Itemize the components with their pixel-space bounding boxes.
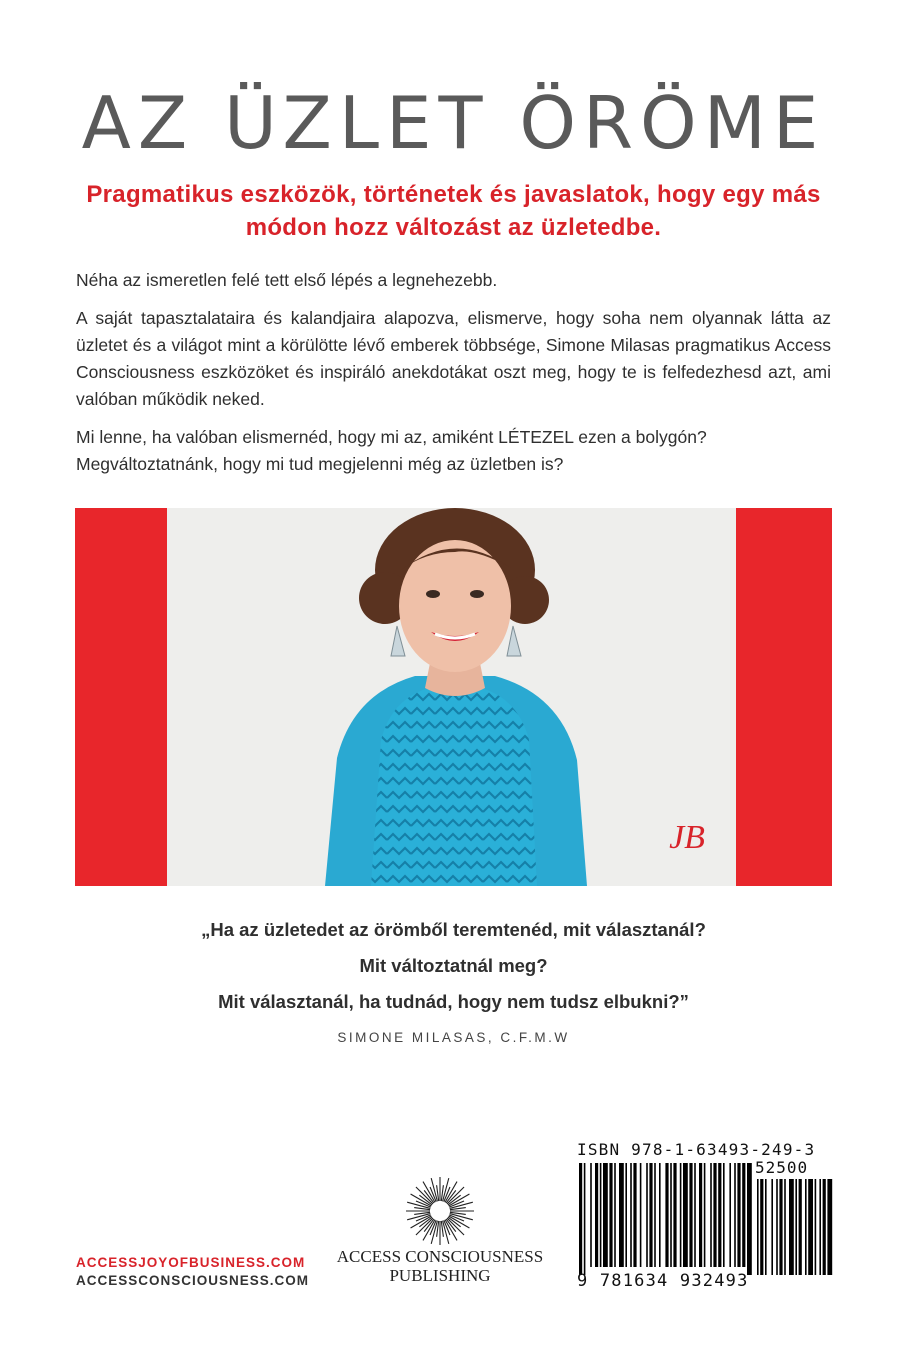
blurb-paragraph-3: Mi lenne, ha valóban elismernéd, hogy mi az, amiként LÉTEZEL ezen a bolygón? Megváltoztatnánk, hogy mi tud megjelenni még az üzletben is? bbox=[76, 427, 707, 474]
barcode-bar bbox=[600, 1163, 602, 1267]
barcode-addon-bar bbox=[808, 1179, 813, 1275]
website-joy-of-business[interactable]: ACCESSJOYOFBUSINESS.COM bbox=[76, 1255, 306, 1270]
sunburst-ray bbox=[416, 1218, 433, 1235]
barcode-addon-bar bbox=[827, 1179, 832, 1275]
barcode-bar bbox=[603, 1163, 608, 1267]
barcode-bar bbox=[729, 1163, 731, 1267]
author-photo bbox=[75, 508, 832, 886]
barcode-bar bbox=[595, 1163, 598, 1267]
barcode-bar bbox=[673, 1163, 676, 1267]
barcode-bar bbox=[670, 1163, 672, 1267]
isbn-number: ISBN 978-1-63493-249-3 bbox=[577, 1140, 816, 1159]
barcode-bar bbox=[710, 1163, 712, 1267]
sunburst-icon bbox=[335, 1175, 545, 1247]
book-subtitle: Pragmatikus eszközök, történetek és javaslatok, hogy egy más módon hozz változást az üzletedbe. bbox=[86, 181, 821, 241]
barcode-addon-bar bbox=[765, 1179, 767, 1275]
barcode-addon-bar bbox=[823, 1179, 826, 1275]
author-quote bbox=[0, 912, 907, 1020]
quote-line-2: Mit változtatnál meg? bbox=[359, 955, 548, 976]
barcode-addon-bar bbox=[799, 1179, 802, 1275]
website-access-consciousness[interactable]: ACCESSCONSCIOUSNESS.COM bbox=[76, 1273, 310, 1288]
barcode-bar bbox=[579, 1163, 582, 1275]
publisher-name-line-1: ACCESS CONSCIOUSNESS bbox=[336, 1247, 544, 1266]
quote-author: SIMONE MILASAS, C.F.M.W bbox=[337, 1030, 570, 1045]
barcode-addon-bar bbox=[819, 1179, 821, 1275]
barcode-bar bbox=[723, 1163, 725, 1267]
barcode-bar bbox=[665, 1163, 668, 1267]
barcode-addon-bar bbox=[760, 1179, 763, 1275]
publisher-logo bbox=[335, 1175, 545, 1285]
barcode-bar bbox=[625, 1163, 627, 1267]
barcode-bar bbox=[694, 1163, 696, 1267]
barcode-bar bbox=[704, 1163, 706, 1267]
barcode-bar bbox=[584, 1163, 586, 1275]
sunburst-ray bbox=[447, 1218, 464, 1235]
blurb-paragraph-1: Néha az ismeretlen felé tett első lépés a legnehezebb. bbox=[76, 270, 498, 290]
barcode-bar bbox=[683, 1163, 688, 1267]
barcode-addon-bar bbox=[784, 1179, 786, 1275]
barcode-bar bbox=[646, 1163, 648, 1267]
barcode-addon-bar bbox=[815, 1179, 817, 1275]
barcode-bar bbox=[734, 1163, 736, 1267]
barcode-bar bbox=[649, 1163, 652, 1267]
barcode-addon-bar bbox=[779, 1179, 782, 1275]
photographer-monogram: JB bbox=[669, 819, 705, 856]
quote-line-1: „Ha az üzletedet az örömből teremtenéd, mit választanál? bbox=[201, 919, 706, 940]
barcode-bar bbox=[619, 1163, 624, 1267]
barcode-addon-bar bbox=[795, 1179, 797, 1275]
publisher-name-line-2: PUBLISHING bbox=[389, 1266, 491, 1285]
barcode-bar bbox=[689, 1163, 692, 1267]
barcode-bar bbox=[590, 1163, 592, 1267]
barcode-addon-bar bbox=[789, 1179, 794, 1275]
barcode-bar bbox=[659, 1163, 661, 1267]
barcode-bar bbox=[630, 1163, 632, 1267]
barcode-bar bbox=[713, 1163, 716, 1267]
barcode-bar bbox=[609, 1163, 612, 1267]
barcode-digits: 9 781634 932493 bbox=[577, 1271, 749, 1291]
barcode-bar bbox=[742, 1163, 745, 1267]
barcode-bar bbox=[747, 1163, 752, 1275]
isbn-barcode bbox=[567, 1137, 841, 1295]
barcode-addon-bar bbox=[771, 1179, 773, 1275]
barcode-bar bbox=[737, 1163, 740, 1267]
sunburst-ray bbox=[416, 1187, 433, 1204]
barcode-bar bbox=[654, 1163, 656, 1267]
barcode-addon-bar bbox=[776, 1179, 778, 1275]
red-panel-left bbox=[75, 508, 167, 886]
blurb-paragraph-2: A saját tapasztalataira és kalandjaira alapozva, elismerve, hogy soha nem olyannak látta az üzletet és a világot mint a körülötte lévő emberek többsége, Simone Milasas pragmatikus Access Consciousness eszközöket és inspiráló anekdotákat oszt meg, hogy te is felfedezhesd azt, ami valóban működik neked. bbox=[76, 308, 831, 409]
barcode-addon-bar bbox=[757, 1179, 759, 1275]
barcode-bar bbox=[699, 1163, 702, 1267]
barcode-addon-bar bbox=[805, 1179, 807, 1275]
barcode-price-code: 52500 bbox=[755, 1158, 809, 1177]
barcode-bar bbox=[680, 1163, 682, 1267]
barcode-bar bbox=[614, 1163, 616, 1267]
red-panel-right bbox=[736, 508, 832, 886]
book-title: AZ ÜZLET ÖRÖME bbox=[81, 81, 826, 165]
barcode-bar bbox=[633, 1163, 636, 1267]
sunburst-ray bbox=[447, 1187, 464, 1204]
barcode-bar bbox=[640, 1163, 642, 1267]
barcode-bar bbox=[718, 1163, 721, 1267]
quote-line-3: Mit választanál, ha tudnád, hogy nem tudsz elbukni?” bbox=[218, 991, 689, 1012]
